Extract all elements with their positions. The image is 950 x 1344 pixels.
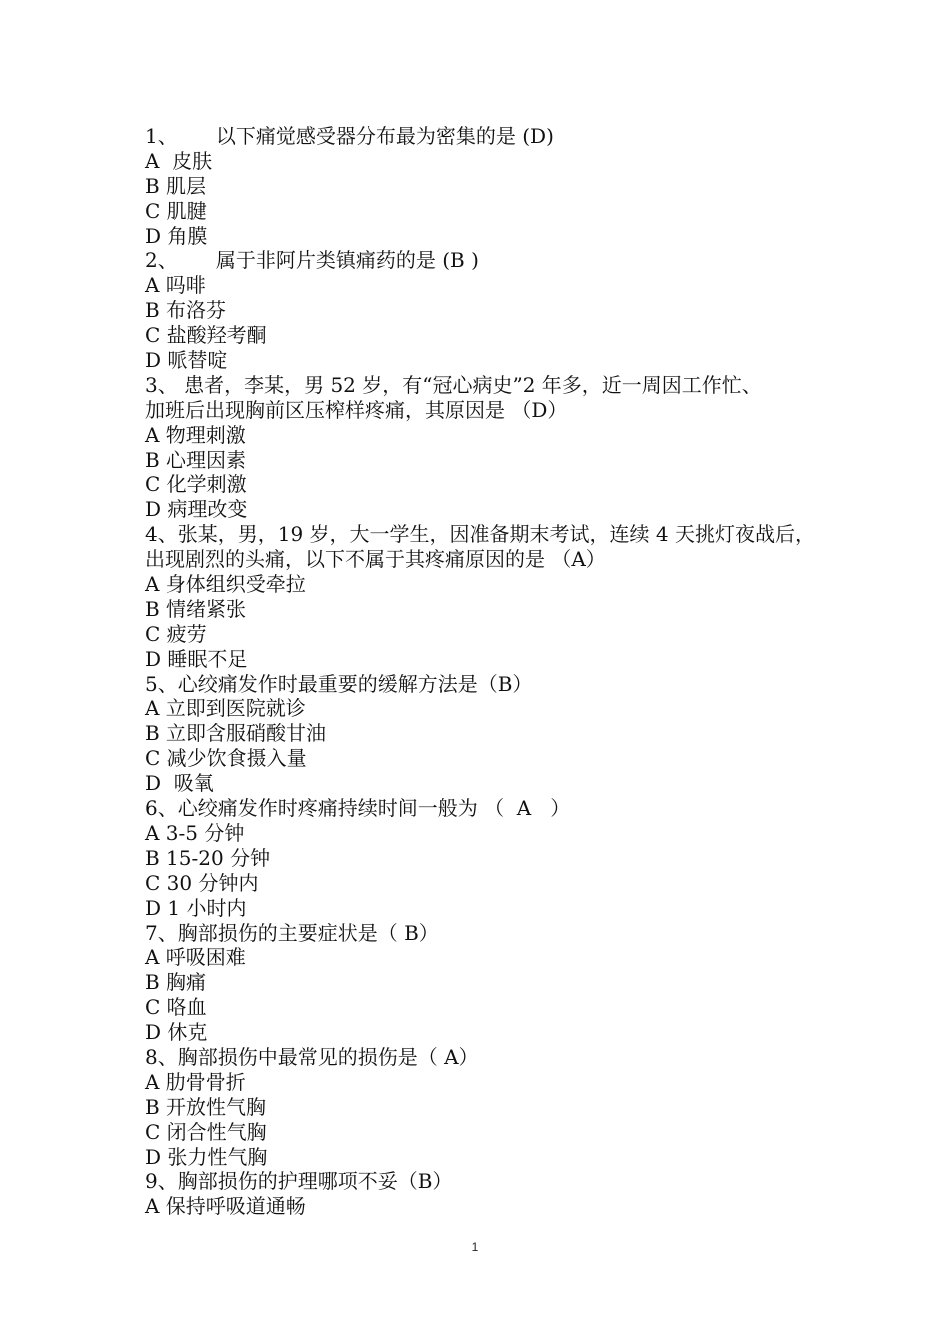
option-line: C 咯血 [145,995,207,1020]
option-line: D 吸氧 [145,771,214,796]
question-line: 1、 以下痛觉感受器分布最为密集的是 (D) [145,124,554,148]
option-line: C 肌腱 [145,198,207,223]
option-line: A 皮肤 [145,148,213,173]
question-line: 8、胸部损伤中最常见的损伤是（ A） [145,1044,479,1069]
option-line: B 心理因素 [145,447,247,472]
option-line: C 30 分钟内 [145,870,259,895]
option-line: B 肌层 [145,173,207,198]
option-line: A 3-5 分钟 [145,820,245,845]
question-line: 7、胸部损伤的主要症状是（ B） [145,920,439,945]
option-line: D 哌替啶 [145,348,228,373]
option-line: A 身体组织受牵拉 [145,572,306,597]
question-line: 9、胸部损伤的护理哪项不妥（B） [145,1169,453,1194]
option-line: A 物理刺激 [145,422,246,447]
option-line: A 保持呼吸道通畅 [145,1194,306,1219]
option-line: A 呼吸困难 [145,945,246,970]
option-line: B 15-20 分钟 [145,845,271,870]
question-line: 2、 属于非阿片类镇痛药的是 (B ) [145,248,479,273]
option-line: C 减少饮食摄入量 [145,746,307,771]
option-line: C 疲劳 [145,621,207,646]
question-line: 3、 患者，李某，男 52 岁，有“冠心病史”2 年多，近一周因工作忙、 [145,372,762,397]
option-line: C 盐酸羟考酮 [145,323,267,348]
question-line: 出现剧烈的头痛，以下不属于其疼痛原因的是 （A） [145,547,606,572]
option-line: B 开放性气胸 [145,1094,267,1119]
option-line: B 情绪紧张 [145,596,247,621]
option-line: D 张力性气胸 [145,1144,268,1169]
option-line: D 1 小时内 [145,895,247,920]
question-line: 5、心绞痛发作时最重要的缓解方法是（B） [145,671,533,696]
option-line: A 肋骨骨折 [145,1069,246,1094]
option-line: B 胸痛 [145,970,207,995]
option-line: D 睡眠不足 [145,646,248,671]
option-line: C 化学刺激 [145,472,247,497]
question-line: 4、张某，男，19 岁，大一学生，因准备期末考试，连续 4 天挑灯夜战后， [145,522,815,547]
option-line: B 布洛芬 [145,298,227,323]
option-line: B 立即含服硝酸甘油 [145,721,327,746]
option-line: D 病理改变 [145,497,248,522]
option-line: C 闭合性气胸 [145,1119,267,1144]
option-line: D 角膜 [145,223,208,248]
document-body [145,124,835,1219]
option-line: A 立即到医院就诊 [145,696,306,721]
option-line: A 吗啡 [145,273,206,298]
option-line: D 休克 [145,1020,208,1045]
question-line: 6、心绞痛发作时疼痛持续时间一般为 （ A ） [145,796,571,821]
page-number: 1 [471,1240,479,1254]
question-line: 加班后出现胸前区压榨样疼痛，其原因是 （D） [145,397,568,422]
